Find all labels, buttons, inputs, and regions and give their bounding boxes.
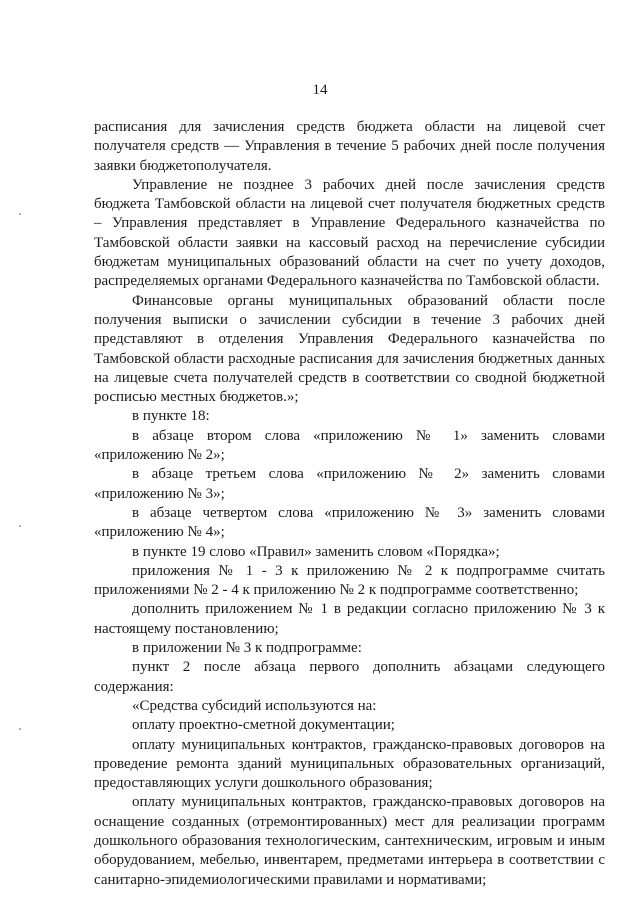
paragraph-clause-19: в пункте 19 слово «Правил» заменить словом «Порядка»; — [132, 543, 500, 560]
paragraph-clause-18: в пункте 18: — [132, 408, 210, 425]
paragraph-clause-2: пункт 2 после абзаца первого дополнить абзацами следующего содержания: — [94, 659, 605, 695]
scan-speck — [19, 728, 21, 730]
document-body — [94, 118, 605, 890]
paragraph-design-payment: оплату проектно-сметной документации; — [132, 717, 395, 734]
page-number: 14 — [312, 82, 328, 98]
paragraph-add-appendix: дополнить приложением № 1 в редакции согласно приложению № 3 к настоящему постановлению; — [94, 601, 605, 637]
paragraph-appendices-renumber: приложения № 1 - 3 к приложению № 2 к подпрограмме считать приложениями № 2 - 4 к приложению № 2 к подпрограмме соответственно; — [94, 562, 605, 599]
paragraph-amendment-third: в абзаце третьем слова «приложению № 2» заменить словами «приложению № 3»; — [94, 466, 605, 502]
paragraph-financial-organs: Финансовые органы муниципальных образований области после получения выписки о зачислении субсидии в течение 3 рабочих дней представляют в отделения Управления Федерального казначейства по Тамбовской области расходные расписания для зачисления бюджетных данных на лицевые счета получателей средств в соответствии со сводной бюджетной росписью местных бюджетов.»; — [94, 292, 605, 406]
paragraph-equipment-contracts: оплату муниципальных контрактов, гражданско-правовых договоров на оснащение созданных (отремонтированных) мест для реализации программ дошкольного образования технологическим, сантехническим, игровым и иным оборудованием, мебелью, инвентарем, предметами интерьера в соответствии с санитарно-эпидемиологическими правилами и нормативами; — [94, 794, 605, 888]
paragraph-amendment-second: в абзаце втором слова «приложению № 1» заменить словами «приложению № 2»; — [94, 427, 605, 464]
paragraph-appendix-3: в приложении № 3 к подпрограмме: — [132, 640, 362, 657]
paragraph-amendment-fourth: в абзаце четвертом слова «приложению № 3» заменить словами «приложению № 4»; — [94, 504, 605, 541]
paragraph-repair-contracts: оплату муниципальных контрактов, гражданско-правовых договоров на проведение ремонта зданий муниципальных образовательных организаций, предоставляющих услуги дошкольного образования; — [94, 736, 605, 792]
paragraph-continuation: расписания для зачисления средств бюджета области на лицевой счет получателя средств — Управления в течение 5 рабочих дней после получения заявки бюджетополучателя. — [94, 119, 605, 174]
paragraph-subsidy-usage: «Средства субсидий используются на: — [132, 697, 377, 714]
scan-speck — [19, 525, 21, 527]
scan-speck — [19, 213, 21, 215]
paragraph-management-deadline: Управление не позднее 3 рабочих дней после зачисления средств бюджета Тамбовской области на лицевой счет получателя бюджетных средств – Управления представляет в Управление Федерального казначейства по Тамбовской области заявки на кассовый расход на перечисление субсидии бюджетам муниципальных образований области на счет по учету доходов, распределяемых органами Федерального казначейства по Тамбовской области. — [94, 176, 605, 290]
